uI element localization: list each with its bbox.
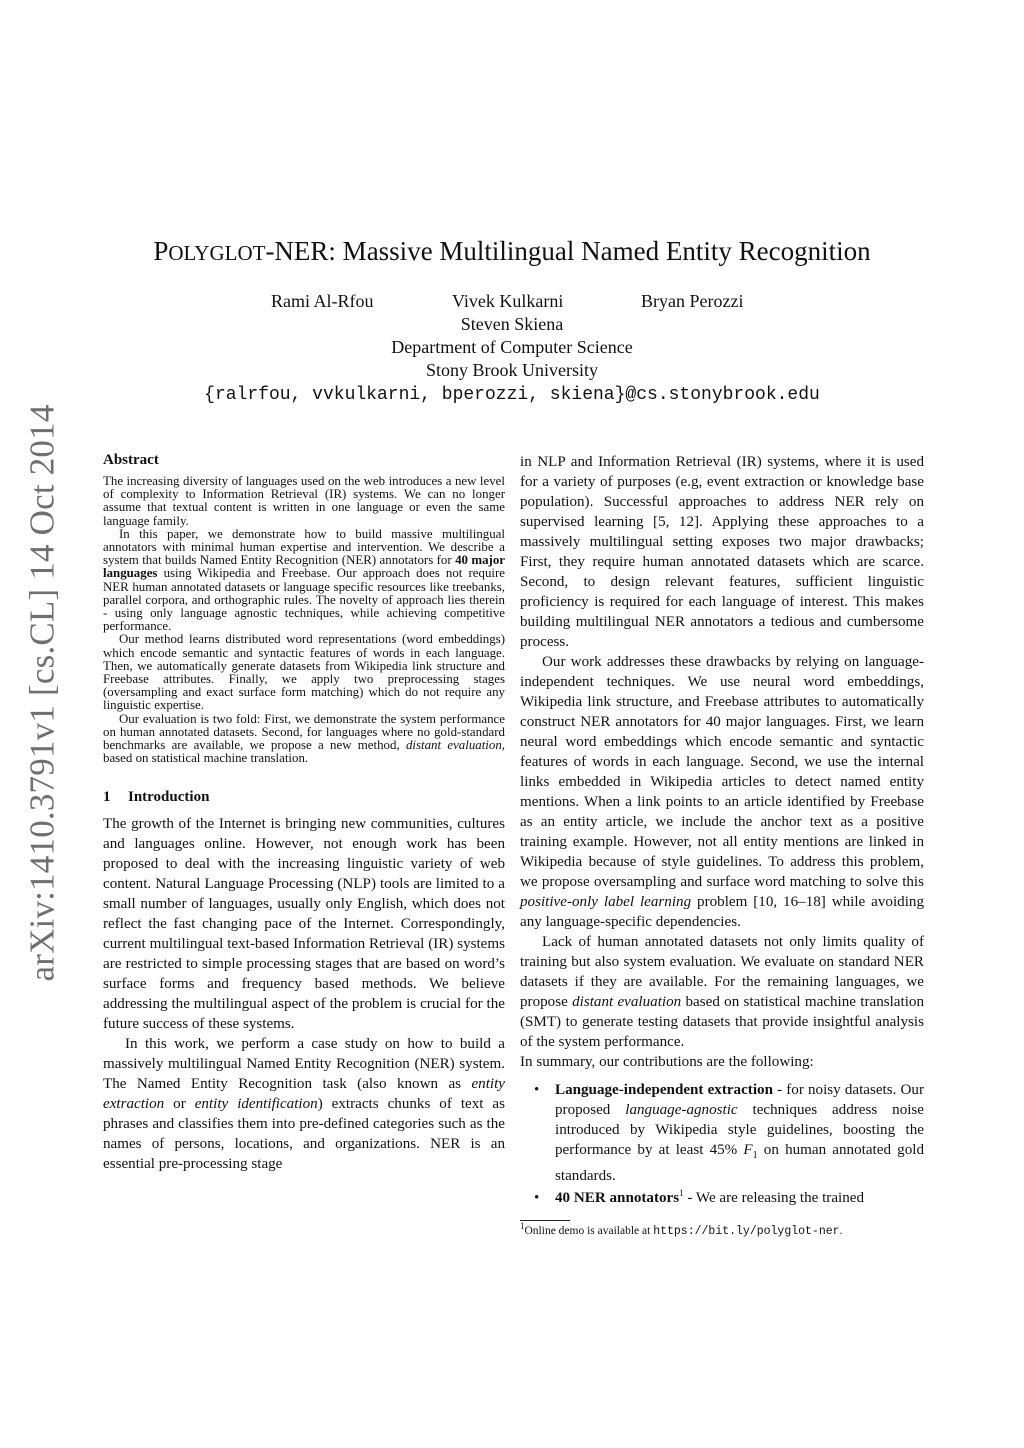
title-smallcaps: POLYGLOT — [153, 236, 266, 266]
intro-body-left — [103, 814, 505, 1174]
author-name: Vivek Kulkarni — [452, 291, 564, 311]
list-item: • Language-independent extraction - for noisy datasets. Our proposed language-agnostic techniques address noise introduced by Wikipedia style guidelines, boosting the performance by at least 45% $F_1$ on human annotated gold standards. — [534, 1082, 925, 1185]
body-paragraph: Our work addresses these drawbacks by relying on language-independent techniques. We use neural word embeddings, Wikipedia link structure, and Freebase attributes to automatically construct NER annotators for 40 major languages. First, we learn neural word embeddings which encode semantic and syntactic features of words in each language. Second, we use the internal links embedded in Wikipedia articles to detect named entity mentions. When a link points to an article identified by Freebase as an entity article, we include the anchor text as a positive training example. However, not all entity mentions are linked in Wikipedia because of style guidelines. To address this problem, we propose oversampling and surface word matching to solve this positive-only label learning problem [10, 16–18] while avoiding any language-specific dependencies. — [520, 654, 924, 930]
section-heading — [103, 789, 505, 806]
body-paragraph: The growth of the Internet is bringing new communities, cultures and languages online. However, not enough work has been proposed to deal with the increasing linguistic variety of web content. Natural Language Processing (NLP) tools are limited to a small number of languages, usually only English, which does not reflect the fast changing pace of the Internet. Correspondingly, current multilingual text-based Information Retrieval (IR) systems are restricted to simple processing stages that are based on word’s surface forms and frequency based methods. We believe addressing the multilingual aspect of the problem is crucial for the future success of these systems. — [103, 816, 505, 1033]
university: Stony Brook University — [425, 360, 598, 380]
department: Department of Computer Science — [391, 337, 633, 357]
abstract-paragraph: The increasing diversity of languages used on the web introduces a new level of complexity to Information Retrieval (IR) systems. We can no longer assume that textual content is written in one language or even the same language family. — [103, 474, 505, 528]
body-paragraph: in NLP and Information Retrieval (IR) systems, where it is used for a variety of purposes (e.g, event extraction or knowledge base population). Successful approaches to address NER rely on supervised learning [5, 12]. Applying these approaches to a massively multilingual setting exposes two major drawbacks; First, they require human annotated datasets which are scarce. Second, to design relevant features, sufficient linguistic proficiency is required for each language of interest. This makes building multilingual NER annotators a tedious and cumbersome process. — [520, 454, 924, 650]
abstract-body — [103, 475, 505, 765]
arxiv-identifier: arXiv:1410.3791v1 [cs.CL] 14 Oct 2014 — [23, 404, 63, 982]
author-name: Bryan Perozzi — [641, 291, 744, 311]
footnote-link[interactable]: https://bit.ly/polyglot-ner — [653, 1225, 840, 1239]
footnote-divider — [520, 1220, 570, 1221]
abstract-paragraph: In this paper, we demonstrate how to build massive multilingual annotators with minimal human expertise and intervention. We describe a system that builds Named Entity Recognition (NER) annotators for 40 major languages using Wikipedia and Freebase. Our approach does not require NER human annotated datasets or language specific resources like treebanks, parallel corpora, and orthographic rules. The novelty of approach lies therein - using only language agnostic techniques, while achieving competitive performance. — [103, 526, 505, 634]
list-item: • 40 NER annotators$^1$ - We are releasing the trained — [534, 1187, 865, 1207]
section-title: Introduction — [128, 789, 210, 806]
intro-body-right — [520, 452, 924, 1072]
arxiv-sidebar — [18, 402, 68, 984]
author-emails: {ralrfou, vvkulkarni, bperozzi, skiena}@cs.stonybrook.edu — [204, 385, 820, 405]
abstract-paragraph: Our method learns distributed word representations (word embeddings) which encode semantic and syntactic features of words in each language. Then, we automatically generate datasets from Wikipedia link structure and Freebase attributes. Finally, we apply two preprocessing stages (oversampling and exact surface form matching) which do not require any linguistic expertise. — [103, 632, 505, 713]
title-rest: -NER: Massive Multilingual Named Entity Recognition — [265, 236, 871, 266]
bullet-icon: • — [534, 1082, 540, 1098]
left-column — [103, 452, 505, 1174]
footnote-mark: 1 — [520, 1221, 525, 1232]
section-number: 1 — [103, 789, 111, 806]
body-paragraph: In this work, we perform a case study on how to build a massively multilingual Named Entity Recognition (NER) system. The Named Entity Recognition task (also known as entity extraction or entity identification) extracts chunks of text as phrases and classifies them into pre-defined categories such as the names of persons, locations, and organizations. NER is an essential pre-processing stage — [103, 1036, 505, 1173]
body-paragraph: Lack of human annotated datasets not only limits quality of training but also system evaluation. We evaluate on standard NER datasets if they are available. For the remaining languages, we propose distant evaluation based on statistical machine translation (SMT) to generate testing datasets that provide insightful analysis of the system performance. — [520, 934, 924, 1050]
body-paragraph: In summary, our contributions are the following: — [520, 1054, 814, 1070]
abstract-heading: Abstract — [103, 452, 159, 468]
author-name: Steven Skiena — [460, 314, 564, 334]
paper-title — [0, 235, 1024, 269]
footnote: $^1$Online demo is available at https://bit.ly/polyglot-ner. — [520, 1221, 843, 1239]
abstract-paragraph: Our evaluation is two fold: First, we demonstrate the system performance on human annotated datasets. Second, for languages where no gold-standard benchmarks are available, we propose a new method, distant evaluation, based on statistical machine translation. — [103, 711, 505, 766]
author-name: Rami Al-Rfou — [271, 291, 374, 311]
author-block — [0, 290, 1024, 407]
contributions-list — [520, 1080, 924, 1208]
right-column — [520, 452, 924, 1239]
bullet-icon: • — [534, 1190, 540, 1207]
